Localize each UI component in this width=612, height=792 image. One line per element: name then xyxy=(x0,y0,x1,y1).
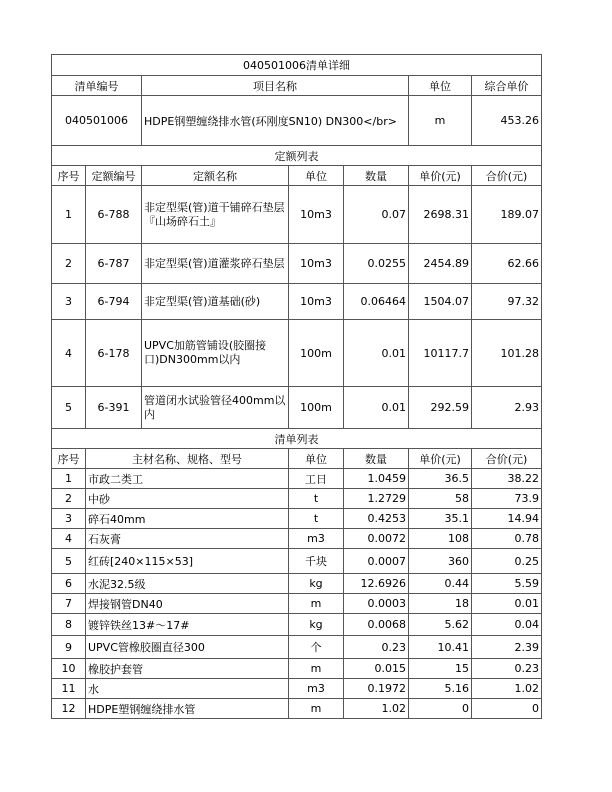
quota-index: 5 xyxy=(52,387,86,429)
material-name: 市政二类工 xyxy=(86,469,289,489)
quota-code: 6-391 xyxy=(86,387,142,429)
material-total: 0.25 xyxy=(472,549,542,574)
quota-total: 2.93 xyxy=(472,387,542,429)
material-unit-price: 108 xyxy=(409,529,472,549)
quota-index: 3 xyxy=(52,284,86,320)
quota-qty: 0.01 xyxy=(344,387,409,429)
material-unit: 工日 xyxy=(289,469,344,489)
quota-row xyxy=(52,244,542,284)
material-qty: 0.1972 xyxy=(344,679,409,699)
material-qty: 0.015 xyxy=(344,659,409,679)
material-header-cell: 单价(元) xyxy=(409,449,472,469)
material-name: 橡胶护套管 xyxy=(86,659,289,679)
bill-price: 453.26 xyxy=(472,96,542,146)
material-name: 水 xyxy=(86,679,289,699)
material-row xyxy=(52,489,542,509)
material-qty: 0.23 xyxy=(344,636,409,659)
material-total: 1.02 xyxy=(472,679,542,699)
material-unit-price: 18 xyxy=(409,594,472,614)
bill-unit-header: 单位 xyxy=(409,76,472,96)
quota-name: 非定型渠(管)道基础(砂) xyxy=(142,284,289,320)
quota-index: 2 xyxy=(52,244,86,284)
bill-name-header: 项目名称 xyxy=(142,76,409,96)
material-row xyxy=(52,594,542,614)
page-title: 040501006清单详细 xyxy=(52,55,542,76)
quota-unit-price: 292.59 xyxy=(409,387,472,429)
material-name: HDPE塑钢缠绕排水管 xyxy=(86,699,289,719)
quota-code: 6-787 xyxy=(86,244,142,284)
quota-row xyxy=(52,387,542,429)
quota-qty: 0.07 xyxy=(344,186,409,244)
material-qty: 0.0007 xyxy=(344,549,409,574)
quota-row xyxy=(52,320,542,387)
quota-header-cell: 定额名称 xyxy=(142,166,289,186)
quota-code: 6-794 xyxy=(86,284,142,320)
quota-section-row xyxy=(52,146,542,166)
material-index: 3 xyxy=(52,509,86,529)
material-unit: 个 xyxy=(289,636,344,659)
material-total: 0.23 xyxy=(472,659,542,679)
material-total: 0.78 xyxy=(472,529,542,549)
quota-unit: 100m xyxy=(289,320,344,387)
quota-row xyxy=(52,284,542,320)
material-header-row xyxy=(52,449,542,469)
material-total: 14.94 xyxy=(472,509,542,529)
material-row xyxy=(52,699,542,719)
material-total: 73.9 xyxy=(472,489,542,509)
quota-header-cell: 定额编号 xyxy=(86,166,142,186)
material-unit-price: 36.5 xyxy=(409,469,472,489)
quota-qty: 0.06464 xyxy=(344,284,409,320)
material-name: UPVC管橡胶圈直径300 xyxy=(86,636,289,659)
material-section-title: 清单列表 xyxy=(52,429,542,449)
material-unit-price: 10.41 xyxy=(409,636,472,659)
quota-total: 97.32 xyxy=(472,284,542,320)
table-body xyxy=(52,55,542,719)
material-unit-price: 5.16 xyxy=(409,679,472,699)
material-row xyxy=(52,679,542,699)
material-unit: kg xyxy=(289,574,344,594)
quota-code: 6-178 xyxy=(86,320,142,387)
quota-header-row xyxy=(52,166,542,186)
material-index: 9 xyxy=(52,636,86,659)
quota-unit: 10m3 xyxy=(289,244,344,284)
bill-detail-table xyxy=(51,54,542,719)
bill-unit: m xyxy=(409,96,472,146)
material-unit: m xyxy=(289,659,344,679)
material-index: 6 xyxy=(52,574,86,594)
quota-unit-price: 2454.89 xyxy=(409,244,472,284)
material-row xyxy=(52,529,542,549)
material-unit-price: 0 xyxy=(409,699,472,719)
quota-unit: 100m xyxy=(289,387,344,429)
material-qty: 1.02 xyxy=(344,699,409,719)
material-total: 0 xyxy=(472,699,542,719)
material-qty: 0.4253 xyxy=(344,509,409,529)
material-unit-price: 35.1 xyxy=(409,509,472,529)
material-index: 5 xyxy=(52,549,86,574)
material-index: 11 xyxy=(52,679,86,699)
material-qty: 0.0068 xyxy=(344,614,409,636)
material-unit-price: 15 xyxy=(409,659,472,679)
quota-total: 189.07 xyxy=(472,186,542,244)
material-qty: 12.6926 xyxy=(344,574,409,594)
material-row xyxy=(52,636,542,659)
material-row xyxy=(52,549,542,574)
material-index: 4 xyxy=(52,529,86,549)
material-name: 碎石40mm xyxy=(86,509,289,529)
quota-unit: 10m3 xyxy=(289,186,344,244)
material-unit-price: 0.44 xyxy=(409,574,472,594)
material-name: 红砖[240×115×53] xyxy=(86,549,289,574)
quota-total: 62.66 xyxy=(472,244,542,284)
quota-header-cell: 序号 xyxy=(52,166,86,186)
material-index: 1 xyxy=(52,469,86,489)
quota-header-cell: 数量 xyxy=(344,166,409,186)
bill-price-header: 综合单价 xyxy=(472,76,542,96)
material-unit: m3 xyxy=(289,529,344,549)
bill-code: 040501006 xyxy=(52,96,142,146)
quota-index: 4 xyxy=(52,320,86,387)
bill-name: HDPE钢塑缠绕排水管(环刚度SN10) DN300</br> xyxy=(142,96,409,146)
material-qty: 0.0003 xyxy=(344,594,409,614)
material-row xyxy=(52,614,542,636)
material-total: 0.04 xyxy=(472,614,542,636)
material-name: 镀锌铁丝13#～17# xyxy=(86,614,289,636)
material-qty: 1.0459 xyxy=(344,469,409,489)
bill-row xyxy=(52,96,542,146)
quota-name: 非定型渠(管)道灌浆碎石垫层 xyxy=(142,244,289,284)
material-name: 中砂 xyxy=(86,489,289,509)
quota-name: 非定型渠(管)道干铺碎石垫层『山场碎石土』 xyxy=(142,186,289,244)
material-header-cell: 数量 xyxy=(344,449,409,469)
material-header-cell: 主材名称、规格、型号 xyxy=(86,449,289,469)
quota-code: 6-788 xyxy=(86,186,142,244)
material-index: 8 xyxy=(52,614,86,636)
material-unit: m xyxy=(289,594,344,614)
material-qty: 0.0072 xyxy=(344,529,409,549)
quota-name: 管道闭水试验管径400mm以内 xyxy=(142,387,289,429)
material-header-cell: 合价(元) xyxy=(472,449,542,469)
material-total: 0.01 xyxy=(472,594,542,614)
bill-code-header: 清单编号 xyxy=(52,76,142,96)
quota-header-cell: 单位 xyxy=(289,166,344,186)
quota-header-cell: 单价(元) xyxy=(409,166,472,186)
material-name: 焊接钢管DN40 xyxy=(86,594,289,614)
material-row xyxy=(52,574,542,594)
material-index: 12 xyxy=(52,699,86,719)
quota-unit: 10m3 xyxy=(289,284,344,320)
material-header-cell: 单位 xyxy=(289,449,344,469)
material-header-cell: 序号 xyxy=(52,449,86,469)
material-total: 2.39 xyxy=(472,636,542,659)
quota-index: 1 xyxy=(52,186,86,244)
bill-header-row xyxy=(52,76,542,96)
material-unit: m3 xyxy=(289,679,344,699)
material-qty: 1.2729 xyxy=(344,489,409,509)
title-row xyxy=(52,55,542,76)
quota-total: 101.28 xyxy=(472,320,542,387)
material-unit-price: 360 xyxy=(409,549,472,574)
material-unit: t xyxy=(289,489,344,509)
material-index: 10 xyxy=(52,659,86,679)
material-unit-price: 58 xyxy=(409,489,472,509)
material-name: 石灰膏 xyxy=(86,529,289,549)
quota-header-cell: 合价(元) xyxy=(472,166,542,186)
material-unit-price: 5.62 xyxy=(409,614,472,636)
material-unit: 千块 xyxy=(289,549,344,574)
quota-name: UPVC加筋管铺设(胶圈接口)DN300mm以内 xyxy=(142,320,289,387)
quota-row xyxy=(52,186,542,244)
quota-section-title: 定额列表 xyxy=(52,146,542,166)
material-section-row xyxy=(52,429,542,449)
material-total: 5.59 xyxy=(472,574,542,594)
quota-qty: 0.01 xyxy=(344,320,409,387)
material-row xyxy=(52,659,542,679)
quota-qty: 0.0255 xyxy=(344,244,409,284)
material-index: 7 xyxy=(52,594,86,614)
material-unit: t xyxy=(289,509,344,529)
quota-unit-price: 2698.31 xyxy=(409,186,472,244)
material-row xyxy=(52,469,542,489)
material-total: 38.22 xyxy=(472,469,542,489)
material-unit: kg xyxy=(289,614,344,636)
material-unit: m xyxy=(289,699,344,719)
quota-unit-price: 1504.07 xyxy=(409,284,472,320)
material-row xyxy=(52,509,542,529)
material-name: 水泥32.5级 xyxy=(86,574,289,594)
quota-unit-price: 10117.7 xyxy=(409,320,472,387)
material-index: 2 xyxy=(52,489,86,509)
